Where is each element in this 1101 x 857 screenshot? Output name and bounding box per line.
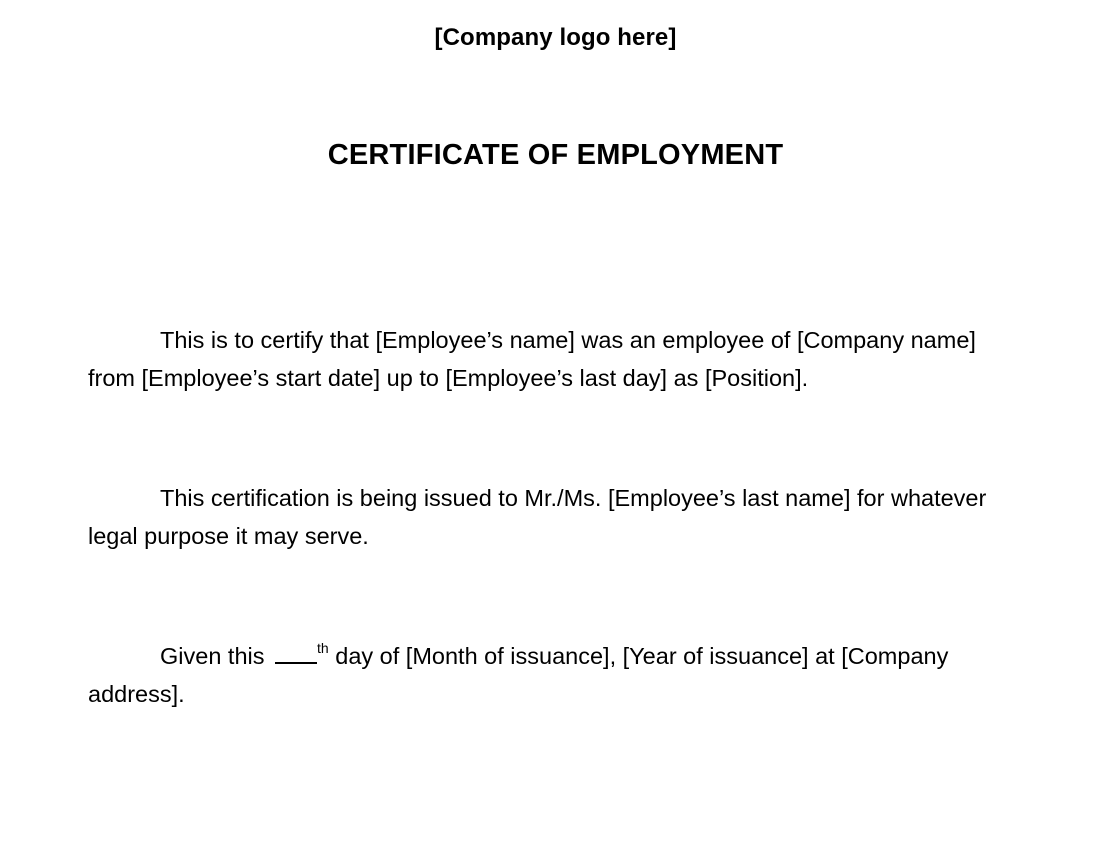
company-logo-placeholder: [Company logo here] [434, 24, 677, 51]
issuance-paragraph [88, 637, 1023, 713]
purpose-paragraph: This certification is being issued to Mr./Ms. [Employee’s last name] for whatever legal purpose it may serve. [88, 485, 987, 549]
ordinal-suffix: th [317, 640, 329, 656]
issuance-rest-text: day of [Month of issuance], [Year of issuance] at [Company address]. [88, 643, 949, 707]
issuance-lead-text: Given this [160, 643, 272, 669]
day-blank-line [275, 640, 317, 664]
document-title: CERTIFICATE OF EMPLOYMENT [327, 139, 784, 171]
certification-paragraph: This is to certify that [Employee’s name] was an employee of [Company name] from [Employee’s start date] up to [Employee’s last day] as [Position]. [88, 327, 976, 391]
